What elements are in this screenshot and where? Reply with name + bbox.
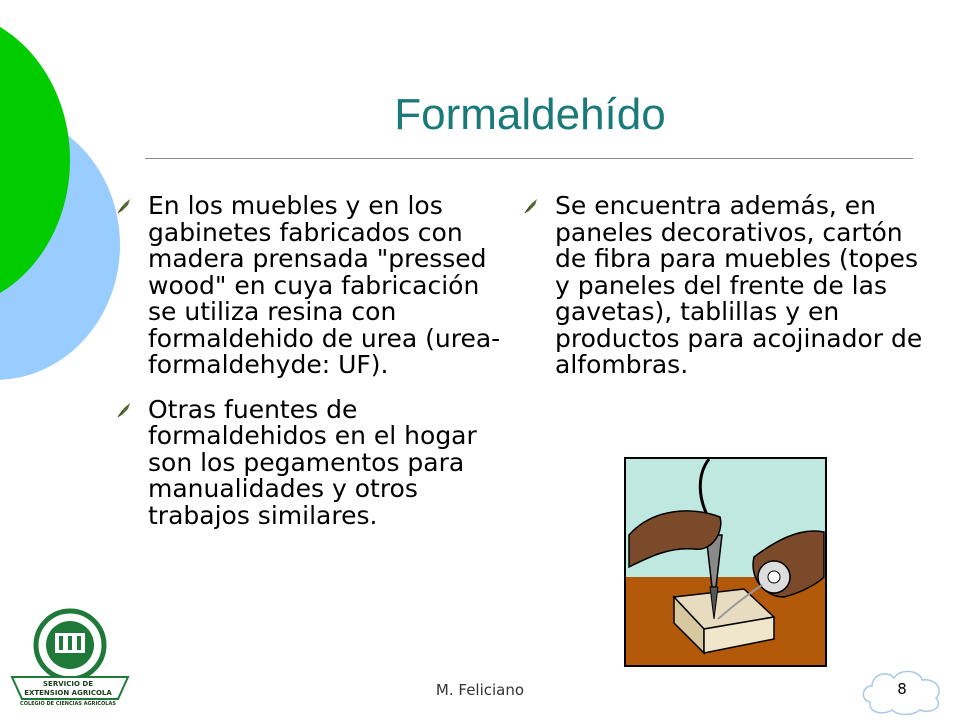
- seal-text-line2: EXTENSION AGRICOLA: [24, 689, 112, 697]
- slide-title: Formaldehído: [394, 90, 666, 139]
- seal-text-line3: COLEGIO DE CIENCIAS AGRICOLAS: [20, 701, 116, 707]
- bullet-item: [113, 193, 508, 379]
- seal-text-line1: SERVICIO DE: [43, 680, 93, 688]
- quill-pen-icon: [522, 196, 542, 216]
- bullet-text: Se encuentra además, en paneles decorativos, cartón de fibra para muebles (topes y paneles del frente de las gavetas), tablillas y en productos para acojinador de alfombras.: [555, 191, 923, 379]
- title-divider: [145, 158, 913, 159]
- footer-author: M. Feliciano: [435, 681, 525, 699]
- bullet-text: En los muebles y en los gabinetes fabricados con madera prensada "pressed wood" en cuya fabricación se utiliza resina con formaldehido de urea (urea-formaldehyde: UF).: [148, 191, 501, 379]
- quill-pen-icon: [115, 400, 135, 420]
- bullet-item: [520, 193, 940, 379]
- right-bullet-list: [520, 193, 940, 397]
- bullet-item: [113, 394, 508, 530]
- quill-pen-icon: [115, 196, 135, 216]
- left-bullet-list: [113, 193, 508, 547]
- soldering-illustration: [624, 457, 827, 667]
- bullet-text: Otras fuentes de formaldehidos en el hogar son los pegamentos para manualidades y otros trabajos similares.: [148, 394, 477, 530]
- page-number: 8: [897, 680, 907, 698]
